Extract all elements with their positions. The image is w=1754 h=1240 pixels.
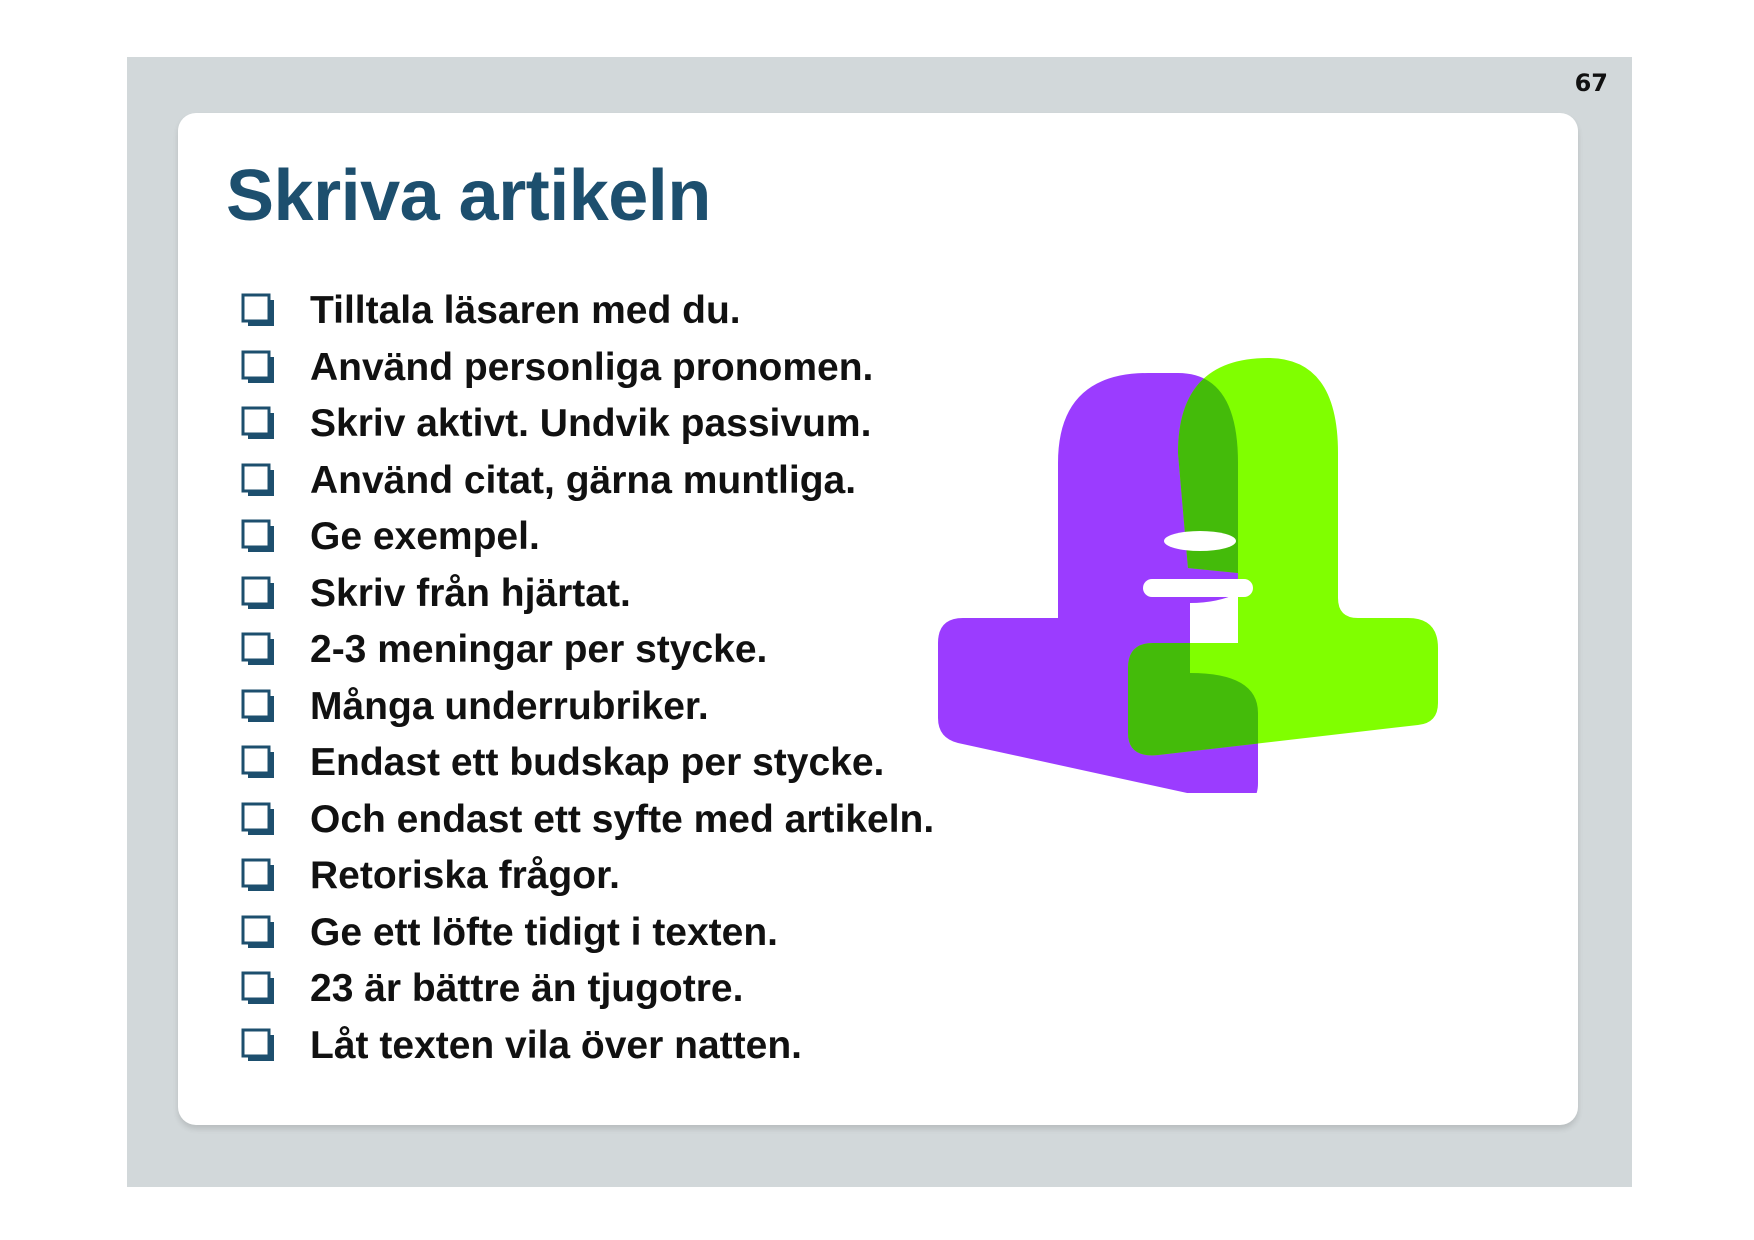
checkbox-icon <box>240 744 278 782</box>
checklist-item <box>240 961 934 1018</box>
checklist-item <box>240 622 934 679</box>
checklist-item-label: Tilltala läsaren med du. <box>310 289 741 333</box>
two-profiles-facing-icon <box>938 343 1518 793</box>
checklist-item-label: Och endast ett syfte med artikeln. <box>310 797 935 841</box>
checklist-item-label: Endast ett budskap per stycke. <box>310 741 885 785</box>
checklist-item-label: Skriv från hjärtat. <box>310 571 631 615</box>
checklist-item <box>240 792 934 849</box>
checklist <box>240 283 934 1074</box>
checklist-item <box>240 679 934 736</box>
checklist-item-label: Låt texten vila över natten. <box>310 1023 802 1067</box>
slide-frame <box>127 57 1632 1187</box>
checkbox-icon <box>240 1027 278 1065</box>
checklist-item <box>240 453 934 510</box>
checklist-item-label: Använd personliga pronomen. <box>310 345 874 389</box>
checkbox-icon <box>240 801 278 839</box>
checkbox-icon <box>240 970 278 1008</box>
checklist-item-label: Skriv aktivt. Undvik passivum. <box>310 402 872 446</box>
checkbox-icon <box>240 857 278 895</box>
page-number: 67 <box>1574 69 1608 97</box>
checklist-item <box>240 848 934 905</box>
checklist-item <box>240 735 934 792</box>
checklist-item-label: 23 är bättre än tjugotre. <box>310 967 744 1011</box>
mouth-gap-upper <box>1164 531 1236 551</box>
checkbox-icon <box>240 405 278 443</box>
checklist-item <box>240 566 934 623</box>
slide-card <box>178 113 1578 1125</box>
checklist-item <box>240 1018 934 1075</box>
slide-title: Skriva artikeln <box>226 156 711 236</box>
checkbox-icon <box>240 914 278 952</box>
checkbox-icon <box>240 462 278 500</box>
checkbox-icon <box>240 575 278 613</box>
checklist-item <box>240 509 934 566</box>
checklist-item-label: Använd citat, gärna muntliga. <box>310 458 857 502</box>
checklist-item <box>240 340 934 397</box>
checklist-item <box>240 905 934 962</box>
checklist-item-label: Ge exempel. <box>310 515 540 559</box>
checklist-item <box>240 396 934 453</box>
checklist-item <box>240 283 934 340</box>
checkbox-icon <box>240 292 278 330</box>
mouth-gap-lower <box>1143 579 1253 597</box>
checklist-item-label: Många underrubriker. <box>310 684 709 728</box>
checkbox-icon <box>240 349 278 387</box>
checklist-item-label: 2-3 meningar per stycke. <box>310 628 768 672</box>
checkbox-icon <box>240 688 278 726</box>
checkbox-icon <box>240 631 278 669</box>
checkbox-icon <box>240 518 278 556</box>
checklist-item-label: Ge ett löfte tidigt i texten. <box>310 910 779 954</box>
checklist-item-label: Retoriska frågor. <box>310 854 620 898</box>
